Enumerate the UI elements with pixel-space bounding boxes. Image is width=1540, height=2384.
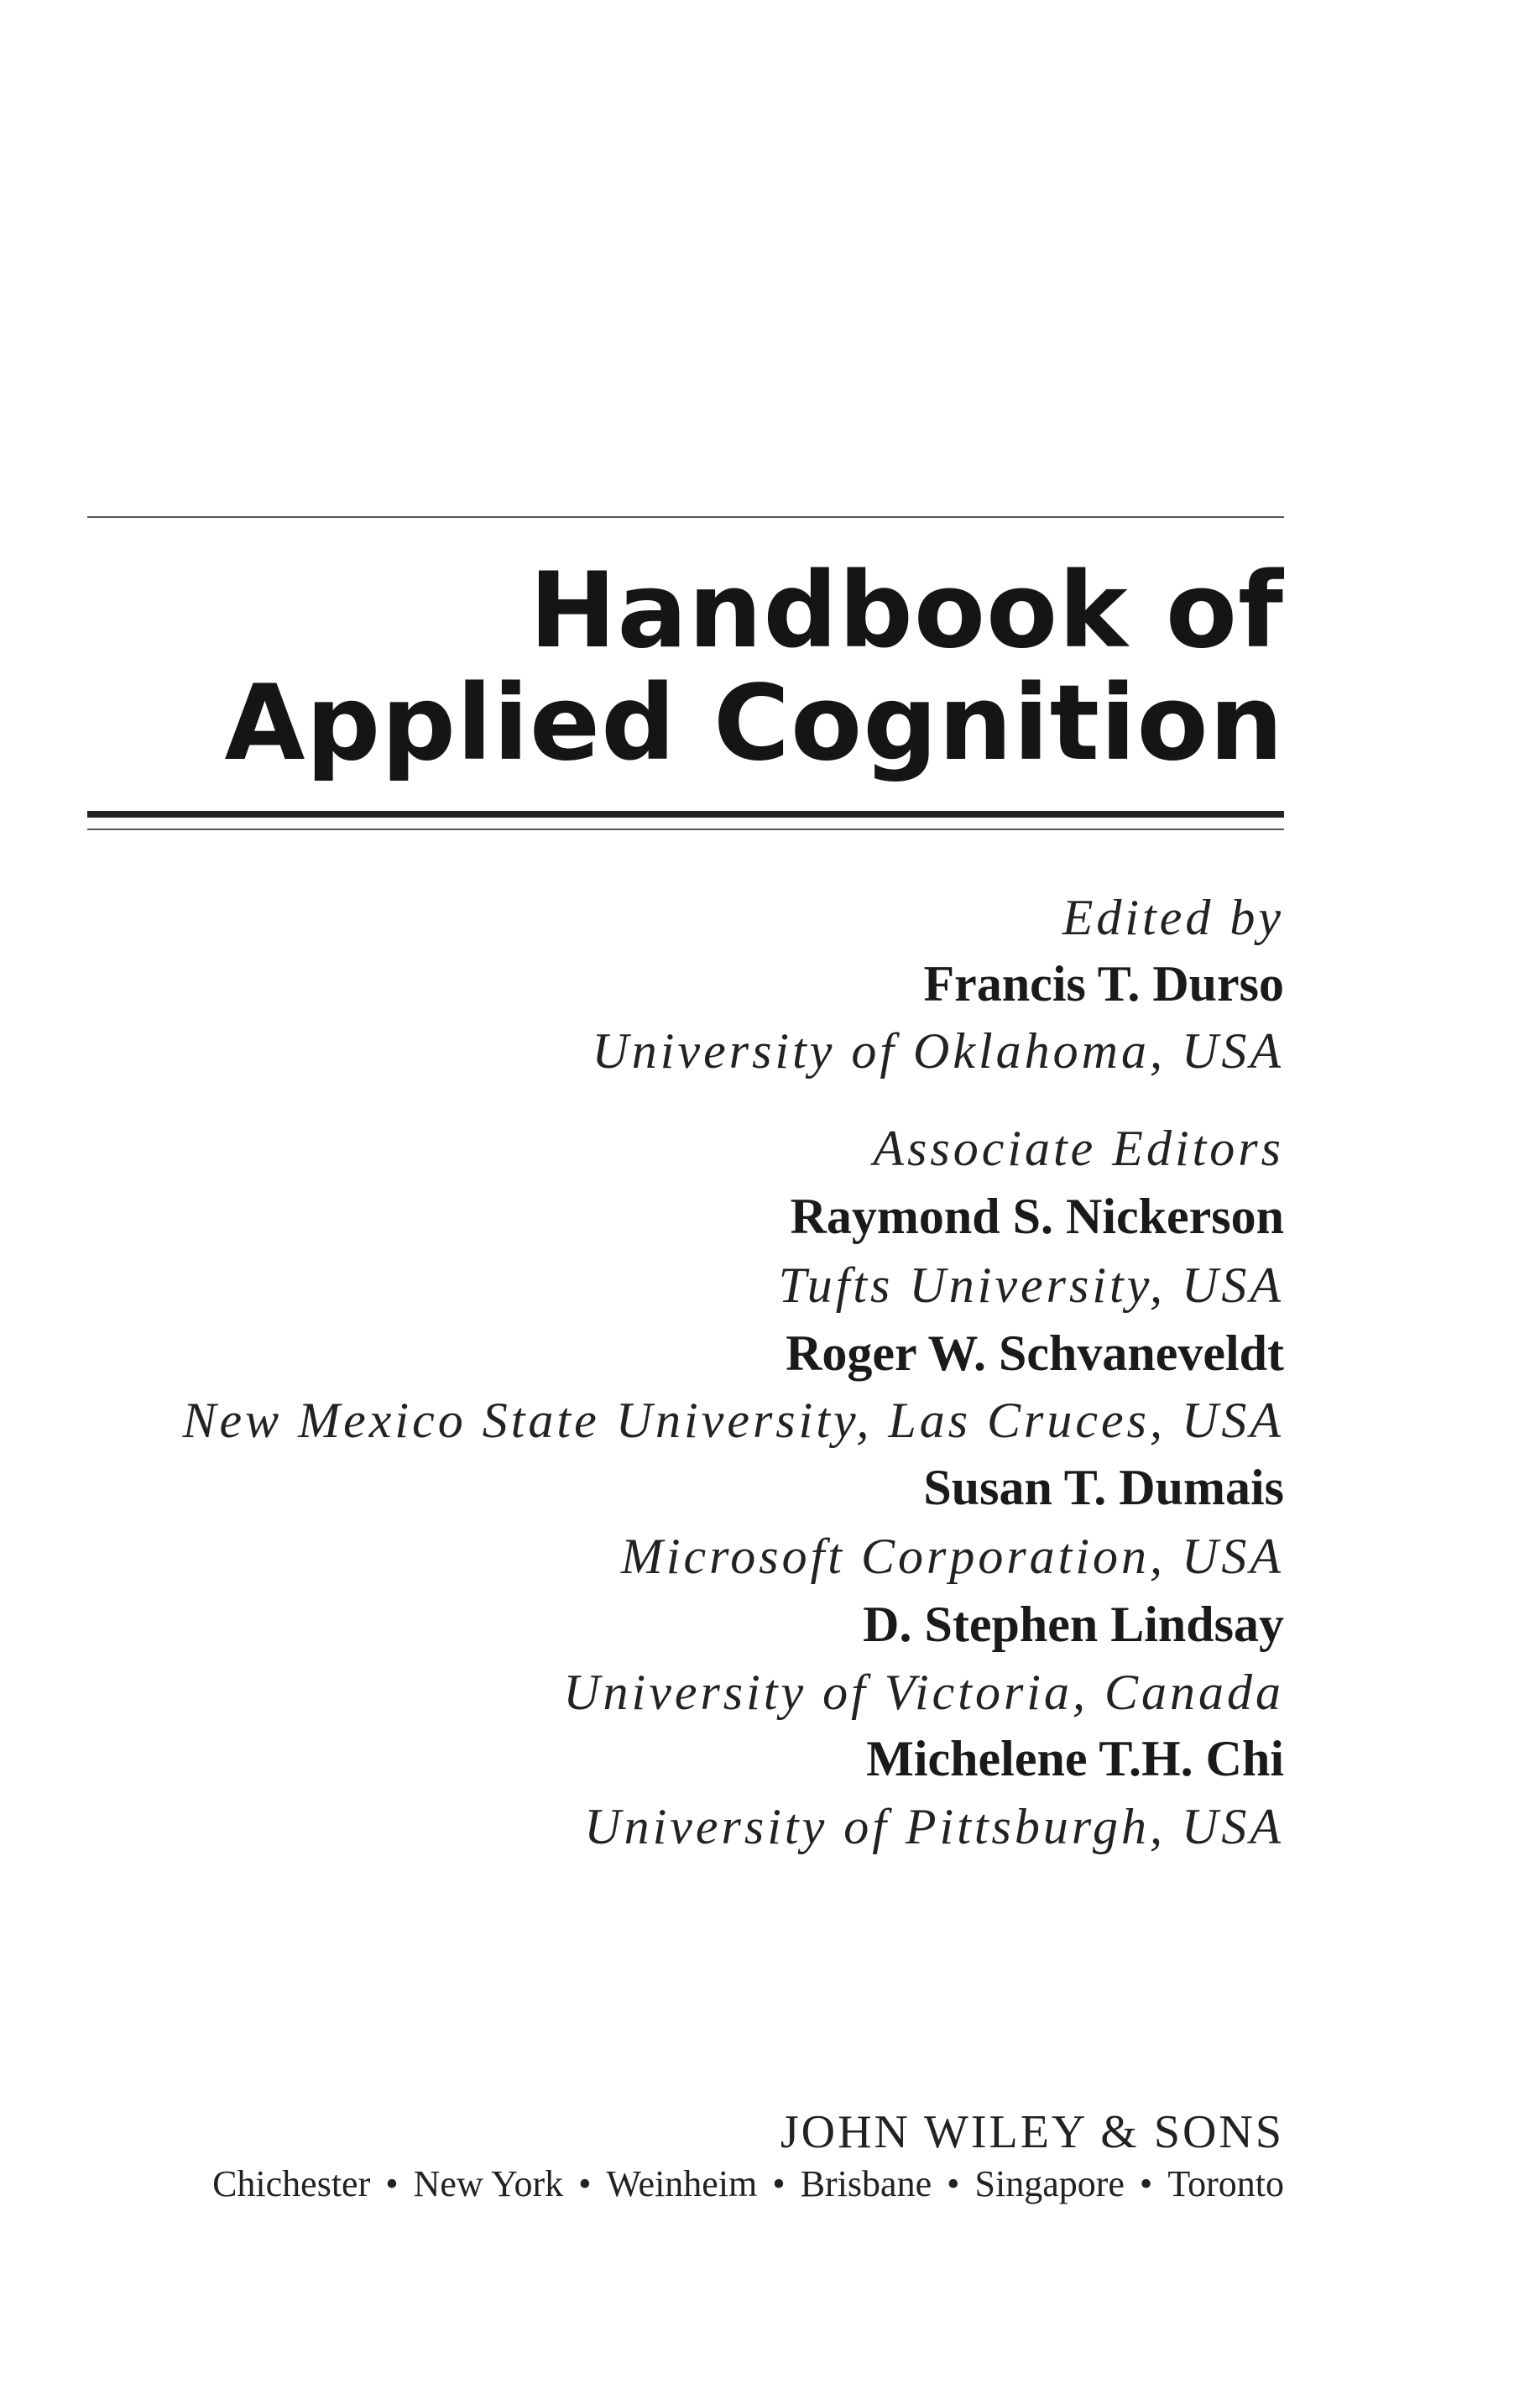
edited-by-caption: Edited by [1062,890,1284,945]
location: New York [413,2163,564,2204]
bullet-separator: • [1139,2163,1153,2204]
publisher-name: JOHN WILEY & SONS [780,2106,1284,2158]
bullet-separator: • [578,2163,592,2204]
top-rule [87,516,1284,518]
associate-editor-name: Susan T. Dumais [923,1460,1284,1515]
bullet-separator: • [947,2163,960,2204]
title-underline-thin [87,829,1284,830]
location: Singapore [974,2163,1125,2204]
book-title-line-1: Handbook of [529,551,1284,672]
publisher-locations [212,2163,1284,2204]
associate-editor-name: Michelene T.H. Chi [866,1731,1284,1786]
editor-name: Francis T. Durso [923,956,1284,1012]
associate-editor-name: Roger W. Schvaneveldt [786,1325,1284,1381]
associate-editor-name: Raymond S. Nickerson [790,1189,1284,1244]
location: Brisbane [800,2163,932,2204]
associate-editors-caption: Associate Editors [873,1121,1284,1176]
title-underline-thick [87,811,1284,818]
associate-editor-name: D. Stephen Lindsay [863,1597,1284,1652]
bullet-separator: • [772,2163,786,2204]
editor-affiliation: University of Oklahoma, USA [592,1023,1284,1079]
associate-editor-affiliation: New Mexico State University, Las Cruces, USA [182,1393,1284,1448]
associate-editor-affiliation: University of Pittsburgh, USA [584,1799,1284,1854]
location: Chichester [212,2163,371,2204]
book-title-line-2: Applied Cognition [224,663,1284,784]
location: Toronto [1167,2163,1284,2204]
location: Weinheim [606,2163,758,2204]
associate-editor-affiliation: Tufts University, USA [778,1257,1284,1313]
associate-editor-affiliation: University of Victoria, Canada [563,1665,1284,1720]
bullet-separator: • [385,2163,399,2204]
associate-editor-affiliation: Microsoft Corporation, USA [620,1529,1284,1584]
